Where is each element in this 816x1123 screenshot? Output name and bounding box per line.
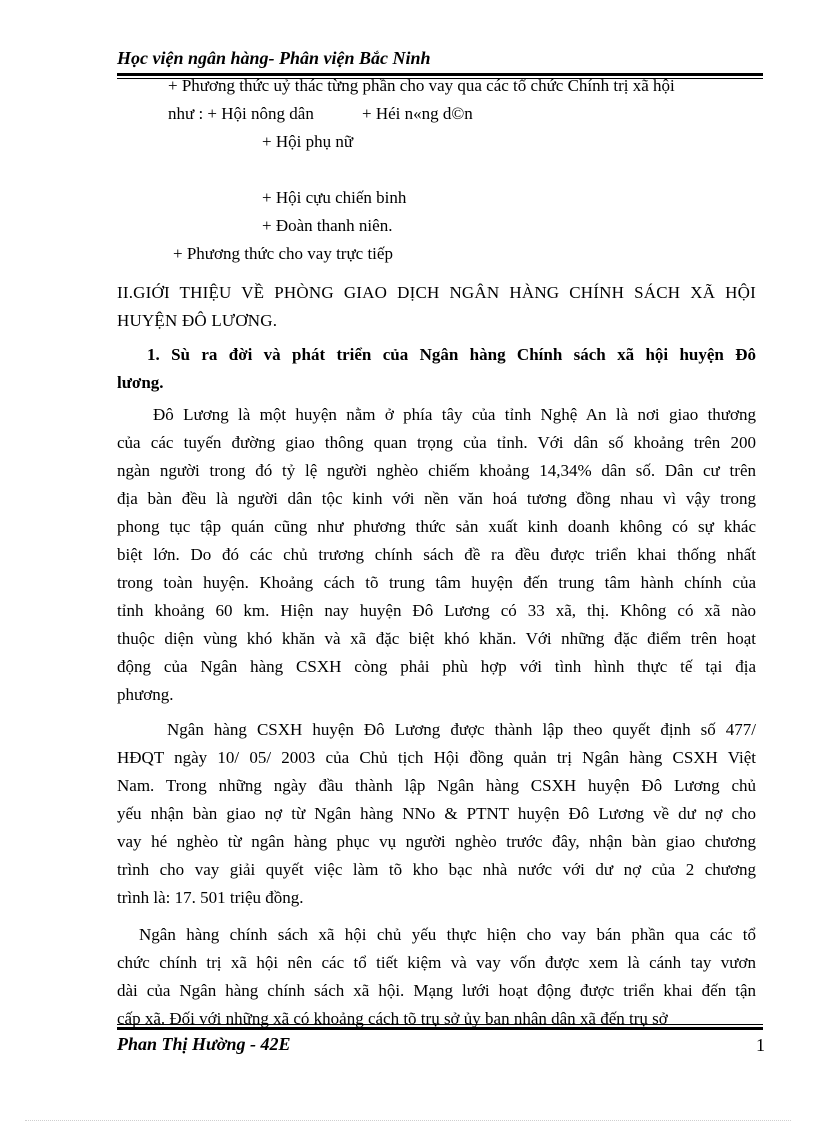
subsection-heading-1 — [117, 341, 756, 397]
footer-author: Phan Thị Hường - 42E — [117, 1034, 291, 1054]
list-line-farmers-union-garbled: + Héi n«ng d©n — [362, 104, 473, 123]
page-header-title: Học viện ngân hàng- Phân viện Bắc Ninh — [117, 48, 431, 68]
page-edge-dots — [25, 1120, 791, 1121]
paragraph-line: vay hé nghèo từ ngân hàng phục vụ người nghèo trước đây, nhận bàn giao chương — [117, 832, 756, 851]
paragraph-line: thuộc diện vùng khó khăn và xã đặc biệt khó khăn. Với những đặc điểm trên hoạt — [117, 629, 756, 648]
paragraph-line: tỉnh khoảng 60 km. Hiện nay huyện Đô Lương có 33 xã, thị. Không có xã nào — [117, 601, 756, 620]
paragraph-line: biệt lớn. Do đó các chủ trương chính sách đề ra đều được triển khai thống nhất — [117, 545, 756, 564]
paragraph-line: trong toàn huyện. Khoảng cách tõ trung tâm huyện đến trung tâm hành chính của — [117, 573, 756, 592]
list-line-entrusted-lending: + Phương thức uỷ thác từng phần cho vay qua các tổ chức Chính trị xã hội — [168, 76, 675, 95]
paragraph-line: Ngân hàng CSXH huyện Đô Lương được thành lập theo quyết định số 477/ — [167, 720, 756, 739]
section-heading-line: HUYỆN ĐÔ LƯƠNG. — [117, 311, 278, 330]
paragraph-lending-network — [117, 921, 756, 1033]
subsection-heading-line: 1. Sù ra đời và phát triển của Ngân hàng Chính sách xã hội huyện Đô — [147, 345, 756, 364]
paragraph-line: cấp xã. Đối với những xã có khoảng cách tõ trụ sở ủy ban nhân dân xã đến trụ sở — [117, 1009, 668, 1028]
footer-rule — [117, 1024, 763, 1030]
section-heading-2 — [117, 279, 756, 335]
list-item-womens-union: + Hội phụ nữ — [262, 132, 354, 151]
paragraph-line: động của Ngân hàng CSXH còng phải phù hợp với tình hình thực tế tại địa — [117, 657, 756, 676]
paragraph-line: trình cho vay giải quyết việc làm tõ kho bạc nhà nước với dư nợ của 2 chương — [117, 860, 756, 879]
subsection-heading-line: lương. — [117, 373, 164, 392]
page-number: 1 — [756, 1035, 765, 1055]
paragraph-district-overview — [117, 401, 756, 709]
list-item-veterans-association: + Hội cựu chiến binh — [262, 188, 407, 207]
paragraph-line: Đô Lương là một huyện nằm ở phía tây của tỉnh Nghệ An là nơi giao thương — [153, 405, 756, 424]
paragraph-line: Ngân hàng chính sách xã hội chủ yếu thực hiện cho vay bán phần qua các tổ — [139, 925, 756, 944]
paragraph-line: HĐQT ngày 10/ 05/ 2003 của Chủ tịch Hội đồng quản trị Ngân hàng CSXH Việt — [117, 748, 756, 767]
paragraph-line: chức chính trị xã hội nên các tổ tiết kiệm và vay vốn được xem là cánh tay vươn — [117, 953, 756, 972]
paragraph-line: phương. — [117, 685, 174, 704]
paragraph-line: yếu nhận bàn giao nợ từ Ngân hàng NNo & PTNT huyện Đô Lương về dư nợ cho — [117, 804, 756, 823]
list-item-youth-union: + Đoàn thanh niên. — [262, 216, 393, 235]
paragraph-line: trình là: 17. 501 triệu đồng. — [117, 888, 304, 907]
paragraph-line: địa bàn đều là người dân tộc kinh với nền văn hoá tương đồng nhau vì vậy trong — [117, 489, 756, 508]
paragraph-line: ngàn người trong đó tỷ lệ người nghèo chiếm khoảng 14,34% dân số. Dân cư trên — [117, 461, 756, 480]
paragraph-line: của các tuyến đường giao thông quan trọng của tỉnh. Với dân số khoảng trên 200 — [117, 433, 756, 452]
paragraph-line: Nam. Trong những ngày đầu thành lập Ngân hàng CSXH huyện Đô Lương chủ — [117, 776, 756, 795]
list-line-farmers-union: như : + Hội nông dân — [168, 104, 314, 123]
paragraph-line: phong tục tập quán cũng như phương thức sản xuất kinh doanh không có sự khác — [117, 517, 756, 536]
paragraph-bank-establishment — [117, 716, 756, 912]
paragraph-line: dài của Ngân hàng chính sách xã hội. Mạng lưới hoạt động được triển khai đến tận — [117, 981, 756, 1000]
section-heading-line: II.GIỚI THIỆU VỀ PHÒNG GIAO DỊCH NGÂN HÀNG CHÍNH SÁCH XÃ HỘI — [117, 283, 756, 302]
list-line-direct-lending: + Phương thức cho vay trực tiếp — [173, 244, 393, 263]
